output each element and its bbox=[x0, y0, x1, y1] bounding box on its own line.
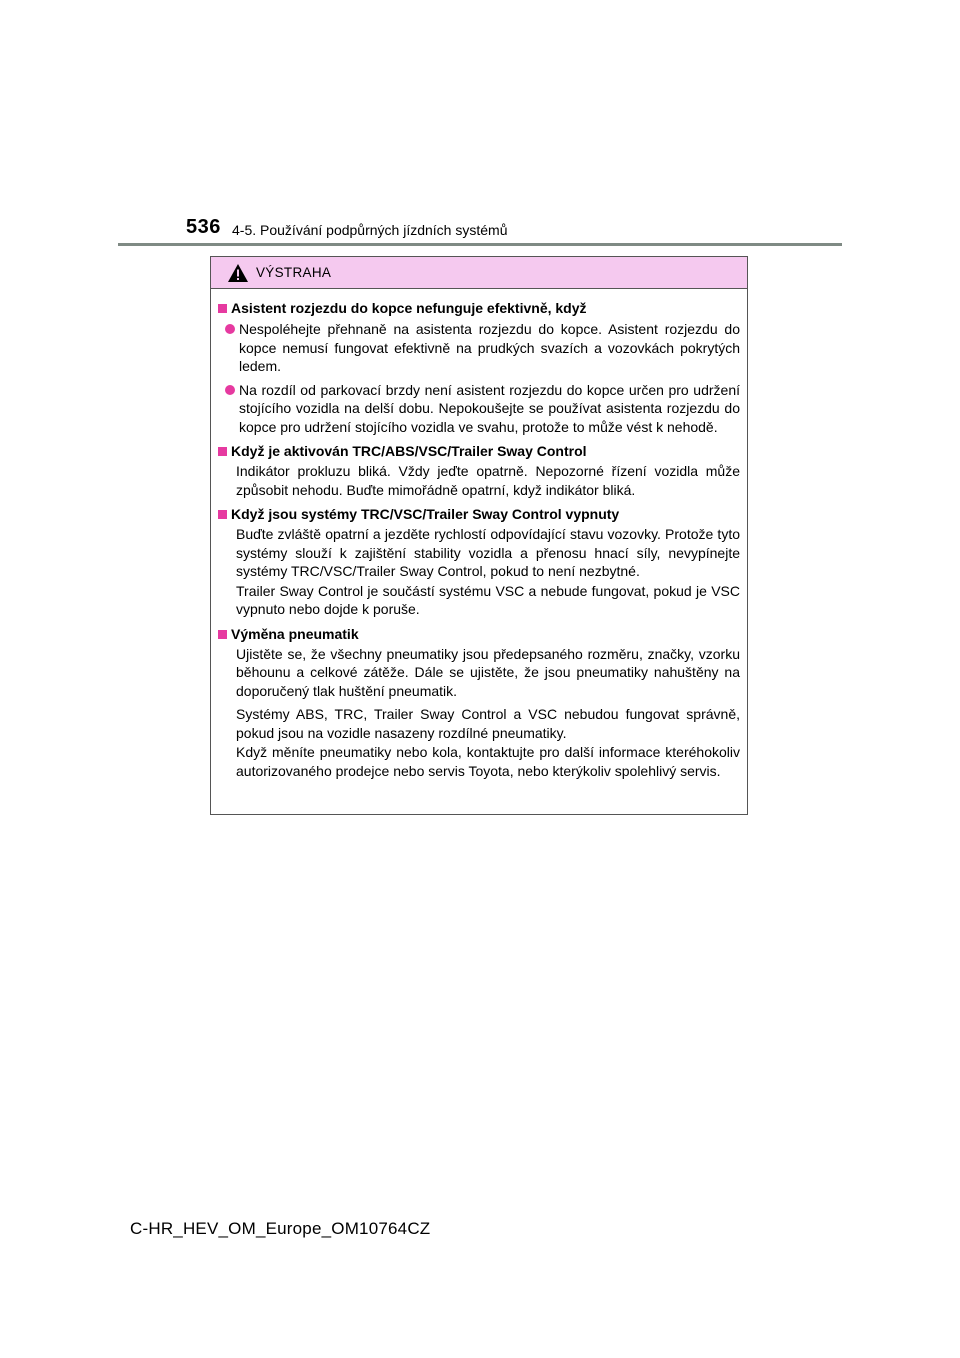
page-number: 536 bbox=[186, 216, 221, 238]
paragraph: Systémy ABS, TRC, Trailer Sway Control a VSC nebudou fungovat správně, pokud jsou na vozidle nasazeny rozdílné pneumatiky. bbox=[236, 706, 740, 741]
item-title bbox=[218, 442, 740, 461]
paragraph: Buďte zvláště opatrní a jezděte rychlostí odpovídající stavu vozovky. Protože tyto systémy slouží k zajištění stability vozidla a přenosu hnací síly, nevypínejte systémy TRC/VSC/Trailer Sway Control, pokud to není nezbytné. bbox=[236, 526, 740, 579]
warning-label: VÝSTRAHA bbox=[256, 265, 332, 280]
item-title-text: Když jsou systémy TRC/VSC/Trailer Sway Control vypnuty bbox=[231, 506, 620, 522]
item-title-text: Výměna pneumatik bbox=[231, 625, 359, 642]
paragraph: Ujistěte se, že všechny pneumatiky jsou předepsaného rozměru, značky, vzorku běhounu a celkové zátěže. Dále se ujistěte, že jsou pneumatiky nahuštěny na doporučený tlak huštění pneumatik. bbox=[236, 645, 740, 699]
item-title-text: Když je aktivován TRC/ABS/VSC/Trailer Sway Control bbox=[231, 443, 587, 459]
warning-item-hill-start bbox=[218, 299, 740, 436]
bullet-text: Nespoléhejte přehnaně na asistenta rozjezdu do kopce. Asistent rozjezdu do kopce nemusí fungovat efektivně na prudkých svazích a vozovkách pokrytých ledem. bbox=[239, 321, 740, 374]
warning-item-trc-off bbox=[218, 505, 740, 619]
warning-header bbox=[211, 257, 747, 289]
bullet-row bbox=[225, 381, 740, 437]
item-title bbox=[218, 505, 740, 524]
circle-bullet-icon bbox=[225, 324, 235, 334]
warning-triangle-icon bbox=[227, 263, 249, 283]
item-title-text: Asistent rozjezdu do kopce nefunguje efektivně, když bbox=[231, 300, 587, 316]
paragraph: Když měníte pneumatiky nebo kola, kontaktujte pro další informace kteréhokoliv autorizovaného prodejce nebo servis Toyota, nebo kterýkoliv spolehlivý servis. bbox=[236, 744, 740, 779]
warning-body bbox=[211, 289, 747, 780]
circle-bullet-icon bbox=[225, 385, 235, 395]
square-bullet-icon bbox=[218, 510, 227, 519]
paragraph: Indikátor prokluzu bliká. Vždy jeďte opatrně. Nepozorné řízení vozidla může způsobit nehodu. Buďte mimořádně opatrní, když indikátor bliká. bbox=[236, 463, 740, 498]
square-bullet-icon bbox=[218, 304, 227, 313]
bullet-row bbox=[225, 320, 740, 376]
warning-box bbox=[210, 256, 748, 815]
bullet-text: Na rozdíl od parkovací brzdy není asistent rozjezdu do kopce určen pro udržení stojícího vozidla na delší dobu. Nepokoušejte se používat asistenta rozjezdu do kopce pro udržení stojícího vozidla ve svahu, protože to může vést k nehodě. bbox=[239, 381, 740, 435]
square-bullet-icon bbox=[218, 630, 227, 639]
square-bullet-icon bbox=[218, 447, 227, 456]
warning-item-trc-active bbox=[218, 442, 740, 499]
footer-document-code: C-HR_HEV_OM_Europe_OM10764CZ bbox=[130, 1219, 431, 1238]
item-title bbox=[218, 625, 740, 644]
header-rule bbox=[118, 243, 842, 246]
section-title: 4-5. Používání podpůrných jízdních systémů bbox=[232, 222, 508, 238]
paragraph: Trailer Sway Control je součástí systému VSC a nebude fungovat, pokud je VSC vypnuto nebo dojde k poruše. bbox=[236, 582, 740, 617]
warning-item-tire-change bbox=[218, 625, 740, 781]
item-title bbox=[218, 299, 740, 318]
